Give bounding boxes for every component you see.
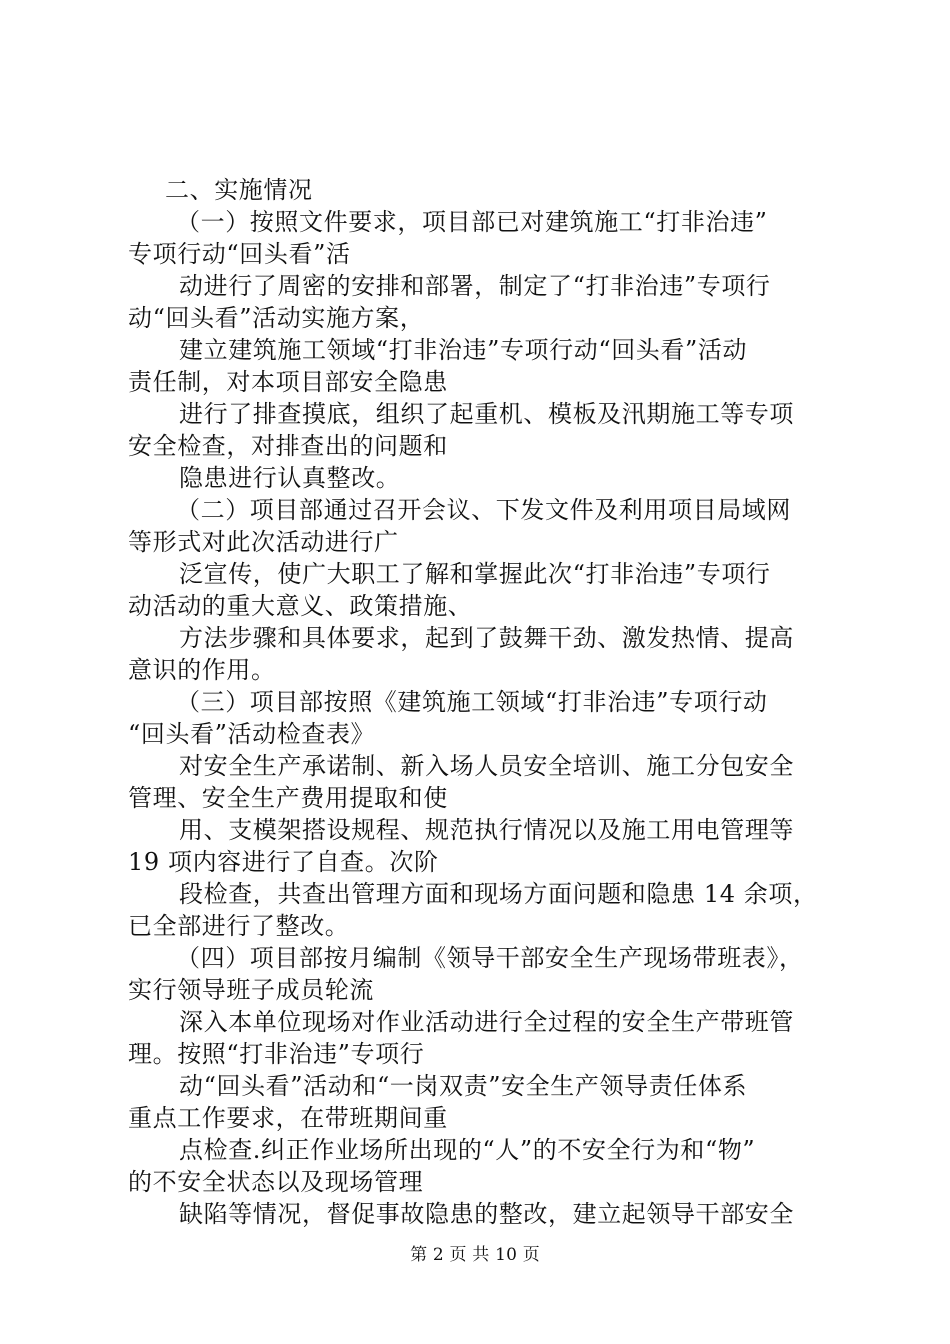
text-line: 已全部进行了整改。 xyxy=(128,912,350,940)
text-line: 责任制，对本项目部安全隐患 xyxy=(128,368,448,396)
text-line: 隐患进行认真整改。 xyxy=(179,464,401,492)
text-line: （四）项目部按月编制《领导干部安全生产现场带班表》， xyxy=(176,944,804,972)
text-line: 动活动的重大意义、政策措施、 xyxy=(128,592,473,620)
text-line: 泛宣传，使广大职工了解和掌握此次“打非治违”专项行 xyxy=(179,560,771,588)
text-line: 深入本单位现场对作业活动进行全过程的安全生产带班管 xyxy=(179,1008,794,1036)
text-line: 段检查，共查出管理方面和现场方面问题和隐患 14 余项， xyxy=(179,880,818,908)
text-line: 意识的作用。 xyxy=(128,656,276,684)
text-line: 进行了排查摸底，组织了起重机、模板及汛期施工等专项 xyxy=(179,400,794,428)
text-line: 19 项内容进行了自查。次阶 xyxy=(128,848,439,876)
section-heading: 二、实施情况 xyxy=(165,176,313,204)
text-line: 对安全生产承诺制、新入场人员安全培训、施工分包安全 xyxy=(179,752,794,780)
text-line: （一）按照文件要求，项目部已对建筑施工“打非治违” xyxy=(176,208,768,236)
text-line: 方法步骤和具体要求，起到了鼓舞干劲、激发热情、提高 xyxy=(179,624,794,652)
document-body xyxy=(128,174,848,1230)
text-line: （二）项目部通过召开会议、下发文件及利用项目局域网 xyxy=(176,496,791,524)
text-line: 用、支模架搭设规程、规范执行情况以及施工用电管理等 xyxy=(179,816,794,844)
text-line: 缺陷等情况，督促事故隐患的整改，建立起领导干部安全 xyxy=(179,1200,794,1228)
text-line: 的不安全状态以及现场管理 xyxy=(128,1168,424,1196)
page-footer: 第 2 页 共 10 页 xyxy=(410,1245,540,1265)
text-line: 等形式对此次活动进行广 xyxy=(128,528,399,556)
text-line: 建立建筑施工领域“打非治违”专项行动“回头看”活动 xyxy=(179,336,748,364)
text-line: 管理、安全生产费用提取和使 xyxy=(128,784,448,812)
text-line: 理。按照“打非治违”专项行 xyxy=(128,1040,425,1068)
text-line: “回头看”活动检查表》 xyxy=(128,720,376,748)
text-line: 动进行了周密的安排和部署，制定了“打非治违”专项行 xyxy=(179,272,771,300)
text-line: 动“回头看”活动实施方案， xyxy=(128,304,425,332)
text-line: 专项行动“回头看”活 xyxy=(128,240,351,268)
text-line: 实行领导班子成员轮流 xyxy=(128,976,374,1004)
text-line: 安全检查，对排查出的问题和 xyxy=(128,432,448,460)
text-line: 重点工作要求，在带班期间重 xyxy=(128,1104,448,1132)
text-line: 动“回头看”活动和“一岗双责”安全生产领导责任体系 xyxy=(179,1072,748,1100)
text-line: （三）项目部按照《建筑施工领域“打非治违”专项行动 xyxy=(176,688,768,716)
text-line: 点检查.纠正作业场所出现的“人”的不安全行为和“物” xyxy=(179,1136,756,1164)
